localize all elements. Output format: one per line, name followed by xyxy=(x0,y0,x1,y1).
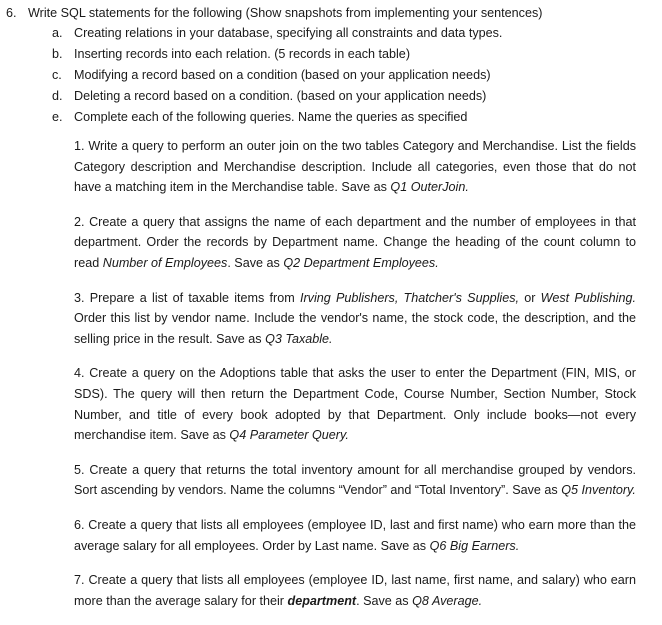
query-4 xyxy=(74,363,636,445)
subitem-text: Deleting a record based on a condition. (based on your application needs) xyxy=(74,89,487,103)
query-5 xyxy=(74,460,636,501)
subitem-d xyxy=(0,87,662,108)
query-vendor-names: Irving Publishers, Thatcher's Supplies, xyxy=(299,290,519,305)
query-save-name: Q5 Inventory. xyxy=(561,483,636,498)
query-save-name: Q1 OuterJoin. xyxy=(390,180,469,195)
query-text: or xyxy=(519,290,541,305)
query-text: 2. Create a query that assigns the name of each department and the number of employees in that department. Order the records by Department name. Change the heading of the count column to read xyxy=(74,214,636,270)
question-title: Write SQL statements for the following (Show snapshots from implementing your sentences) xyxy=(28,6,543,20)
subitem-letter: d. xyxy=(52,89,63,103)
subitem-text: Inserting records into each relation. (5 records in each table) xyxy=(74,47,411,61)
subitem-e xyxy=(0,108,662,129)
query-text: 1. Write a query to perform an outer join on the two tables Category and Merchandise. List the fields Category description and Merchandise description. Include all categories, even those that do not have a matching item in the Merchandise table. Save as xyxy=(74,139,636,195)
subitem-letter: b. xyxy=(52,47,63,61)
query-6 xyxy=(74,515,636,556)
subitem-list xyxy=(0,24,662,129)
query-save-name: Q4 Parameter Query. xyxy=(229,428,349,443)
query-text: 6. Create a query that lists all employees (employee ID, last and first name) who earn more than the average salary for all employees. Order by Last name. Save as xyxy=(74,517,636,553)
query-save-name: Q8 Average. xyxy=(412,593,483,608)
query-text: . Save as xyxy=(356,593,413,608)
query-emphasis: department xyxy=(287,593,357,608)
query-column-name: Number of Employees xyxy=(102,255,228,270)
subitem-text: Complete each of the following queries. Name the queries as specified xyxy=(74,110,468,124)
query-3 xyxy=(74,288,636,350)
subitem-letter: c. xyxy=(52,68,62,82)
query-text: Order this list by vendor name. Include the vendor's name, the stock code, the description, and the selling price in the result. Save as xyxy=(74,311,636,346)
subitem-letter: a. xyxy=(52,26,63,40)
subitem-c xyxy=(0,66,662,87)
query-text: 5. Create a query that returns the total inventory amount for all merchandise grouped by vendors. Sort ascending by vendors. Name the columns “Vendor” and “Total Inventory”. Save as xyxy=(74,462,636,498)
subitem-letter: e. xyxy=(52,110,63,124)
query-save-name: Q2 Department Employees. xyxy=(283,255,439,270)
query-7 xyxy=(74,570,636,611)
query-list xyxy=(74,136,636,625)
question-number: 6. xyxy=(6,6,17,20)
query-text: 7. Create a query that lists all employees (employee ID, last name, first name, and salary) who earn more than the average salary for their xyxy=(74,573,636,608)
query-1 xyxy=(74,136,636,198)
query-text: 3. Prepare a list of taxable items from xyxy=(74,290,300,305)
query-save-name: Q3 Taxable. xyxy=(265,331,333,346)
query-save-name: Q6 Big Earners. xyxy=(429,538,520,553)
subitem-text: Creating relations in your database, specifying all constraints and data types. xyxy=(74,26,503,40)
query-2 xyxy=(74,212,636,274)
query-text: . Save as xyxy=(227,255,284,270)
subitem-a xyxy=(0,24,662,45)
query-text: 4. Create a query on the Adoptions table that asks the user to enter the Department (FIN, MIS, or SDS). The query will then return the Department Code, Course Number, Section Number, Stock Number, and title of every book adopted by that Department. Only include books—not every merchandise item. Save as xyxy=(74,366,636,443)
query-vendor-name: West Publishing. xyxy=(540,290,636,305)
question-heading xyxy=(6,4,542,22)
subitem-text: Modifying a record based on a condition (based on your application needs) xyxy=(74,68,491,82)
subitem-b xyxy=(0,45,662,66)
